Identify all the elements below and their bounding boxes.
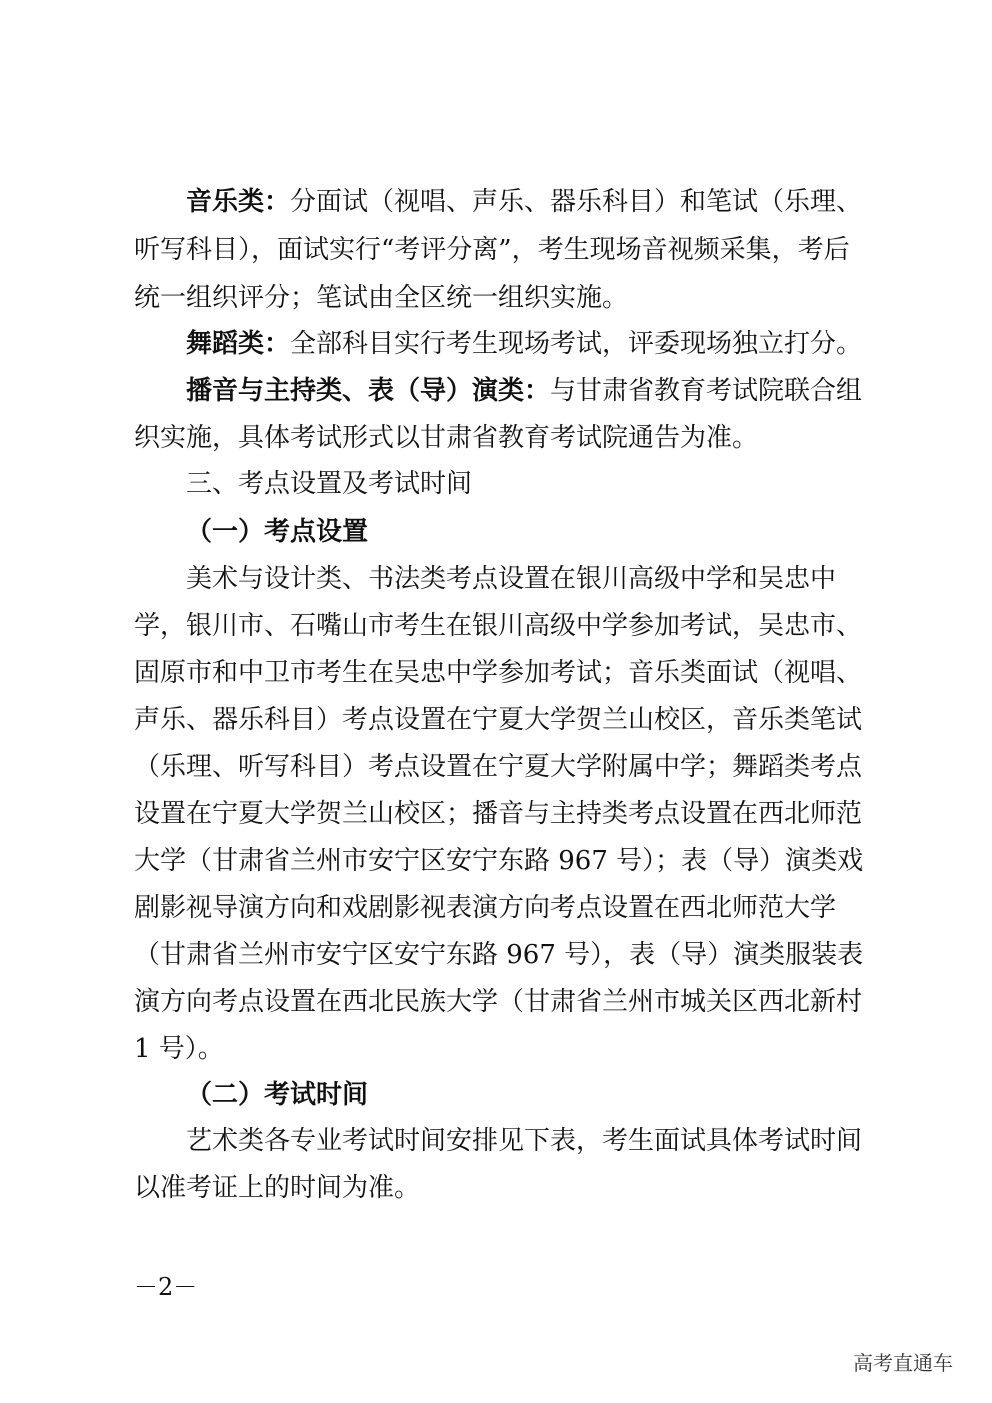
venue-paragraph-line: [0, 891, 992, 925]
venue-text: 1 号）。: [134, 1034, 224, 1064]
venue-text: 剧影视导演方向和戏剧影视表演方向考点设置在西北师范大学: [134, 893, 837, 923]
broadcast-text-1: 与甘肃省教育考试院联合组: [550, 376, 863, 406]
venue-text: 学，银川市、石嘴山市考生在银川高级中学参加考试，吴忠市、: [134, 611, 863, 641]
music-text-2: 听写科目），面试实行“考评分离”，考生现场音视频采集，考后: [134, 235, 850, 265]
venue-paragraph-line: [0, 609, 992, 643]
venue-text: 固原市和中卫市考生在吴忠中学参加考试；音乐类面试（视唱、: [134, 658, 863, 688]
subsection-2-heading: （二）考试时间: [186, 1080, 369, 1110]
music-paragraph-line-3: [0, 281, 992, 315]
music-text-1: 分面试（视唱、声乐、器乐科目）和笔试（乐理、: [290, 187, 863, 217]
subsection-heading: [0, 515, 992, 549]
broadcast-paragraph-line-1: [0, 374, 992, 408]
venue-paragraph-line: [0, 797, 992, 831]
time-paragraph-line: [0, 1171, 992, 1205]
venue-paragraph-line: [0, 985, 992, 1019]
venue-text: 演方向考点设置在西北民族大学（甘肃省兰州市城关区西北新村: [134, 987, 863, 1017]
dance-paragraph-line-1: [0, 327, 992, 361]
watermark-text: 高考直通车: [853, 1351, 953, 1375]
music-paragraph-line-1: [0, 185, 992, 219]
broadcast-text-2: 织实施，具体考试形式以甘肃省教育考试院通告为准。: [134, 423, 759, 453]
venue-paragraph-line: [0, 938, 992, 972]
section-3-heading: 三、考点设置及考试时间: [186, 469, 473, 499]
dance-label: 舞蹈类：: [186, 329, 291, 359]
time-text: 艺术类各专业考试时间安排见下表，考生面试具体考试时间: [186, 1126, 863, 1156]
dance-text-1: 全部科目实行考生现场考试，评委现场独立打分。: [290, 329, 863, 359]
page-number: －2－: [134, 1273, 198, 1301]
venue-paragraph-line: [0, 562, 992, 596]
venue-paragraph-line: [0, 750, 992, 784]
venue-text: 设置在宁夏大学贺兰山校区；播音与主持类考点设置在西北师范: [134, 799, 863, 829]
venue-paragraph-line: [0, 1032, 992, 1066]
subsection-1-heading: （一）考点设置: [186, 517, 369, 547]
subsection-heading: [0, 1078, 992, 1112]
music-paragraph-line-2: [0, 233, 992, 267]
time-paragraph-line: [0, 1124, 992, 1158]
time-text: 以准考证上的时间为准。: [134, 1173, 421, 1203]
venue-paragraph-line: [0, 703, 992, 737]
venue-text: 声乐、器乐科目）考点设置在宁夏大学贺兰山校区，音乐类笔试: [134, 705, 863, 735]
venue-paragraph-line: [0, 656, 992, 690]
broadcast-label: 播音与主持类、表（导）演类：: [186, 376, 551, 406]
broadcast-paragraph-line-2: [0, 421, 992, 455]
section-heading: [0, 467, 992, 501]
music-label: 音乐类：: [186, 187, 291, 217]
music-text-3: 统一组织评分；笔试由全区统一组织实施。: [134, 283, 629, 313]
venue-text: （甘肃省兰州市安宁区安宁东路 967 号），表（导）演类服装表: [134, 940, 864, 970]
venue-text: 美术与设计类、书法类考点设置在银川高级中学和吴忠中: [186, 564, 837, 594]
venue-paragraph-line: [0, 844, 992, 878]
venue-text: 大学（甘肃省兰州市安宁区安宁东路 967 号）；表（导）演类戏: [134, 846, 864, 876]
venue-text: （乐理、听写科目）考点设置在宁夏大学附属中学；舞蹈类考点: [134, 752, 863, 782]
